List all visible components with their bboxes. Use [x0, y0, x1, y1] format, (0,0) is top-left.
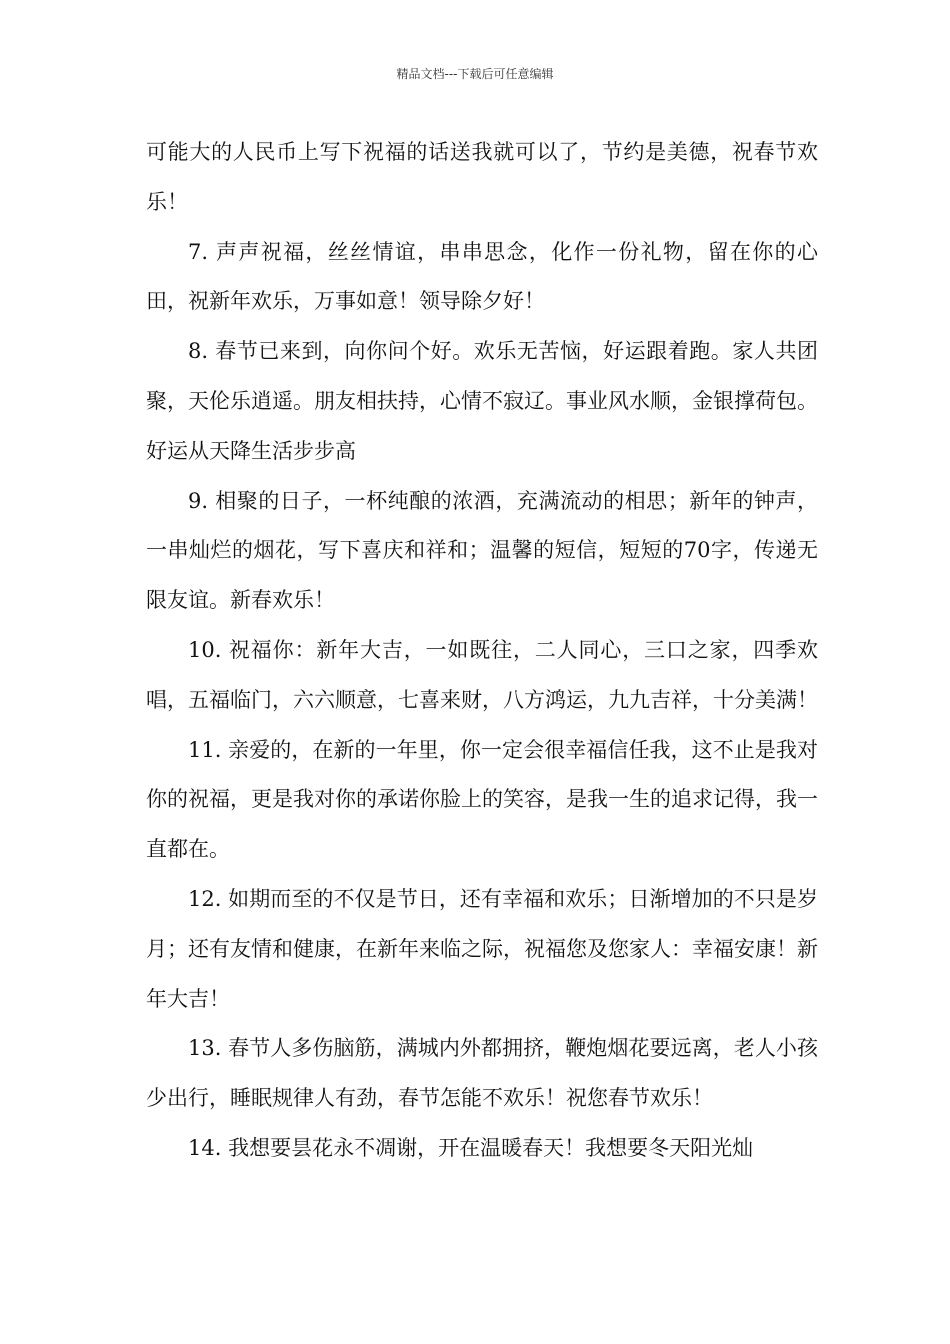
- paragraph-continuation: 可能大的人民币上写下祝福的话送我就可以了，节约是美德，祝春节欢乐！: [146, 140, 818, 214]
- paragraph-item-9: 9. 相聚的日子，一杯纯酿的浓酒，充满流动的相思；新年的钟声，一串灿烂的烟花，写下喜庆和祥和；温馨的短信，短短的70字，传递无限友谊。新春欢乐！: [146, 488, 818, 613]
- document-body: [146, 128, 818, 1174]
- paragraph-item-13: 13. 春节人多伤脑筋，满城内外都拥挤，鞭炮烟花要远离，老人小孩少出行，睡眠规律人有劲，春节怎能不欢乐！祝您春节欢乐！: [146, 1036, 818, 1111]
- paragraph-item-14: 14. 我想要昙花永不凋谢，开在温暖春天！我想要冬天阳光灿: [188, 1135, 754, 1160]
- page-header: 精品文档---下载后可任意编辑: [396, 67, 554, 81]
- paragraph-item-11: 11. 亲爱的，在新的一年里，你一定会很幸福信任我，这不止是我对你的祝福，更是我对你的承诺你脸上的笑容，是我一生的追求记得，我一直都在。: [146, 737, 818, 862]
- paragraph-item-12: 12. 如期而至的不仅是节日，还有幸福和欢乐；日渐增加的不只是岁月；还有友情和健康，在新年来临之际，祝福您及您家人：幸福安康！新年大吉！: [146, 886, 818, 1011]
- paragraph-item-10: 10. 祝福你：新年大吉，一如既往，二人同心，三口之家，四季欢唱，五福临门，六六顺意，七喜来财，八方鸿运，九九吉祥，十分美满！: [146, 637, 818, 712]
- paragraph-item-8: 8. 春节已来到，向你问个好。欢乐无苦恼，好运跟着跑。家人共团聚，天伦乐逍遥。朋友相扶持，心情不寂辽。事业风水顺，金银撑荷包。好运从天降生活步步高: [146, 339, 818, 463]
- paragraph-item-7: 7. 声声祝福，丝丝情谊，串串思念，化作一份礼物，留在你的心田，祝新年欢乐，万事如意！领导除夕好！: [146, 239, 818, 314]
